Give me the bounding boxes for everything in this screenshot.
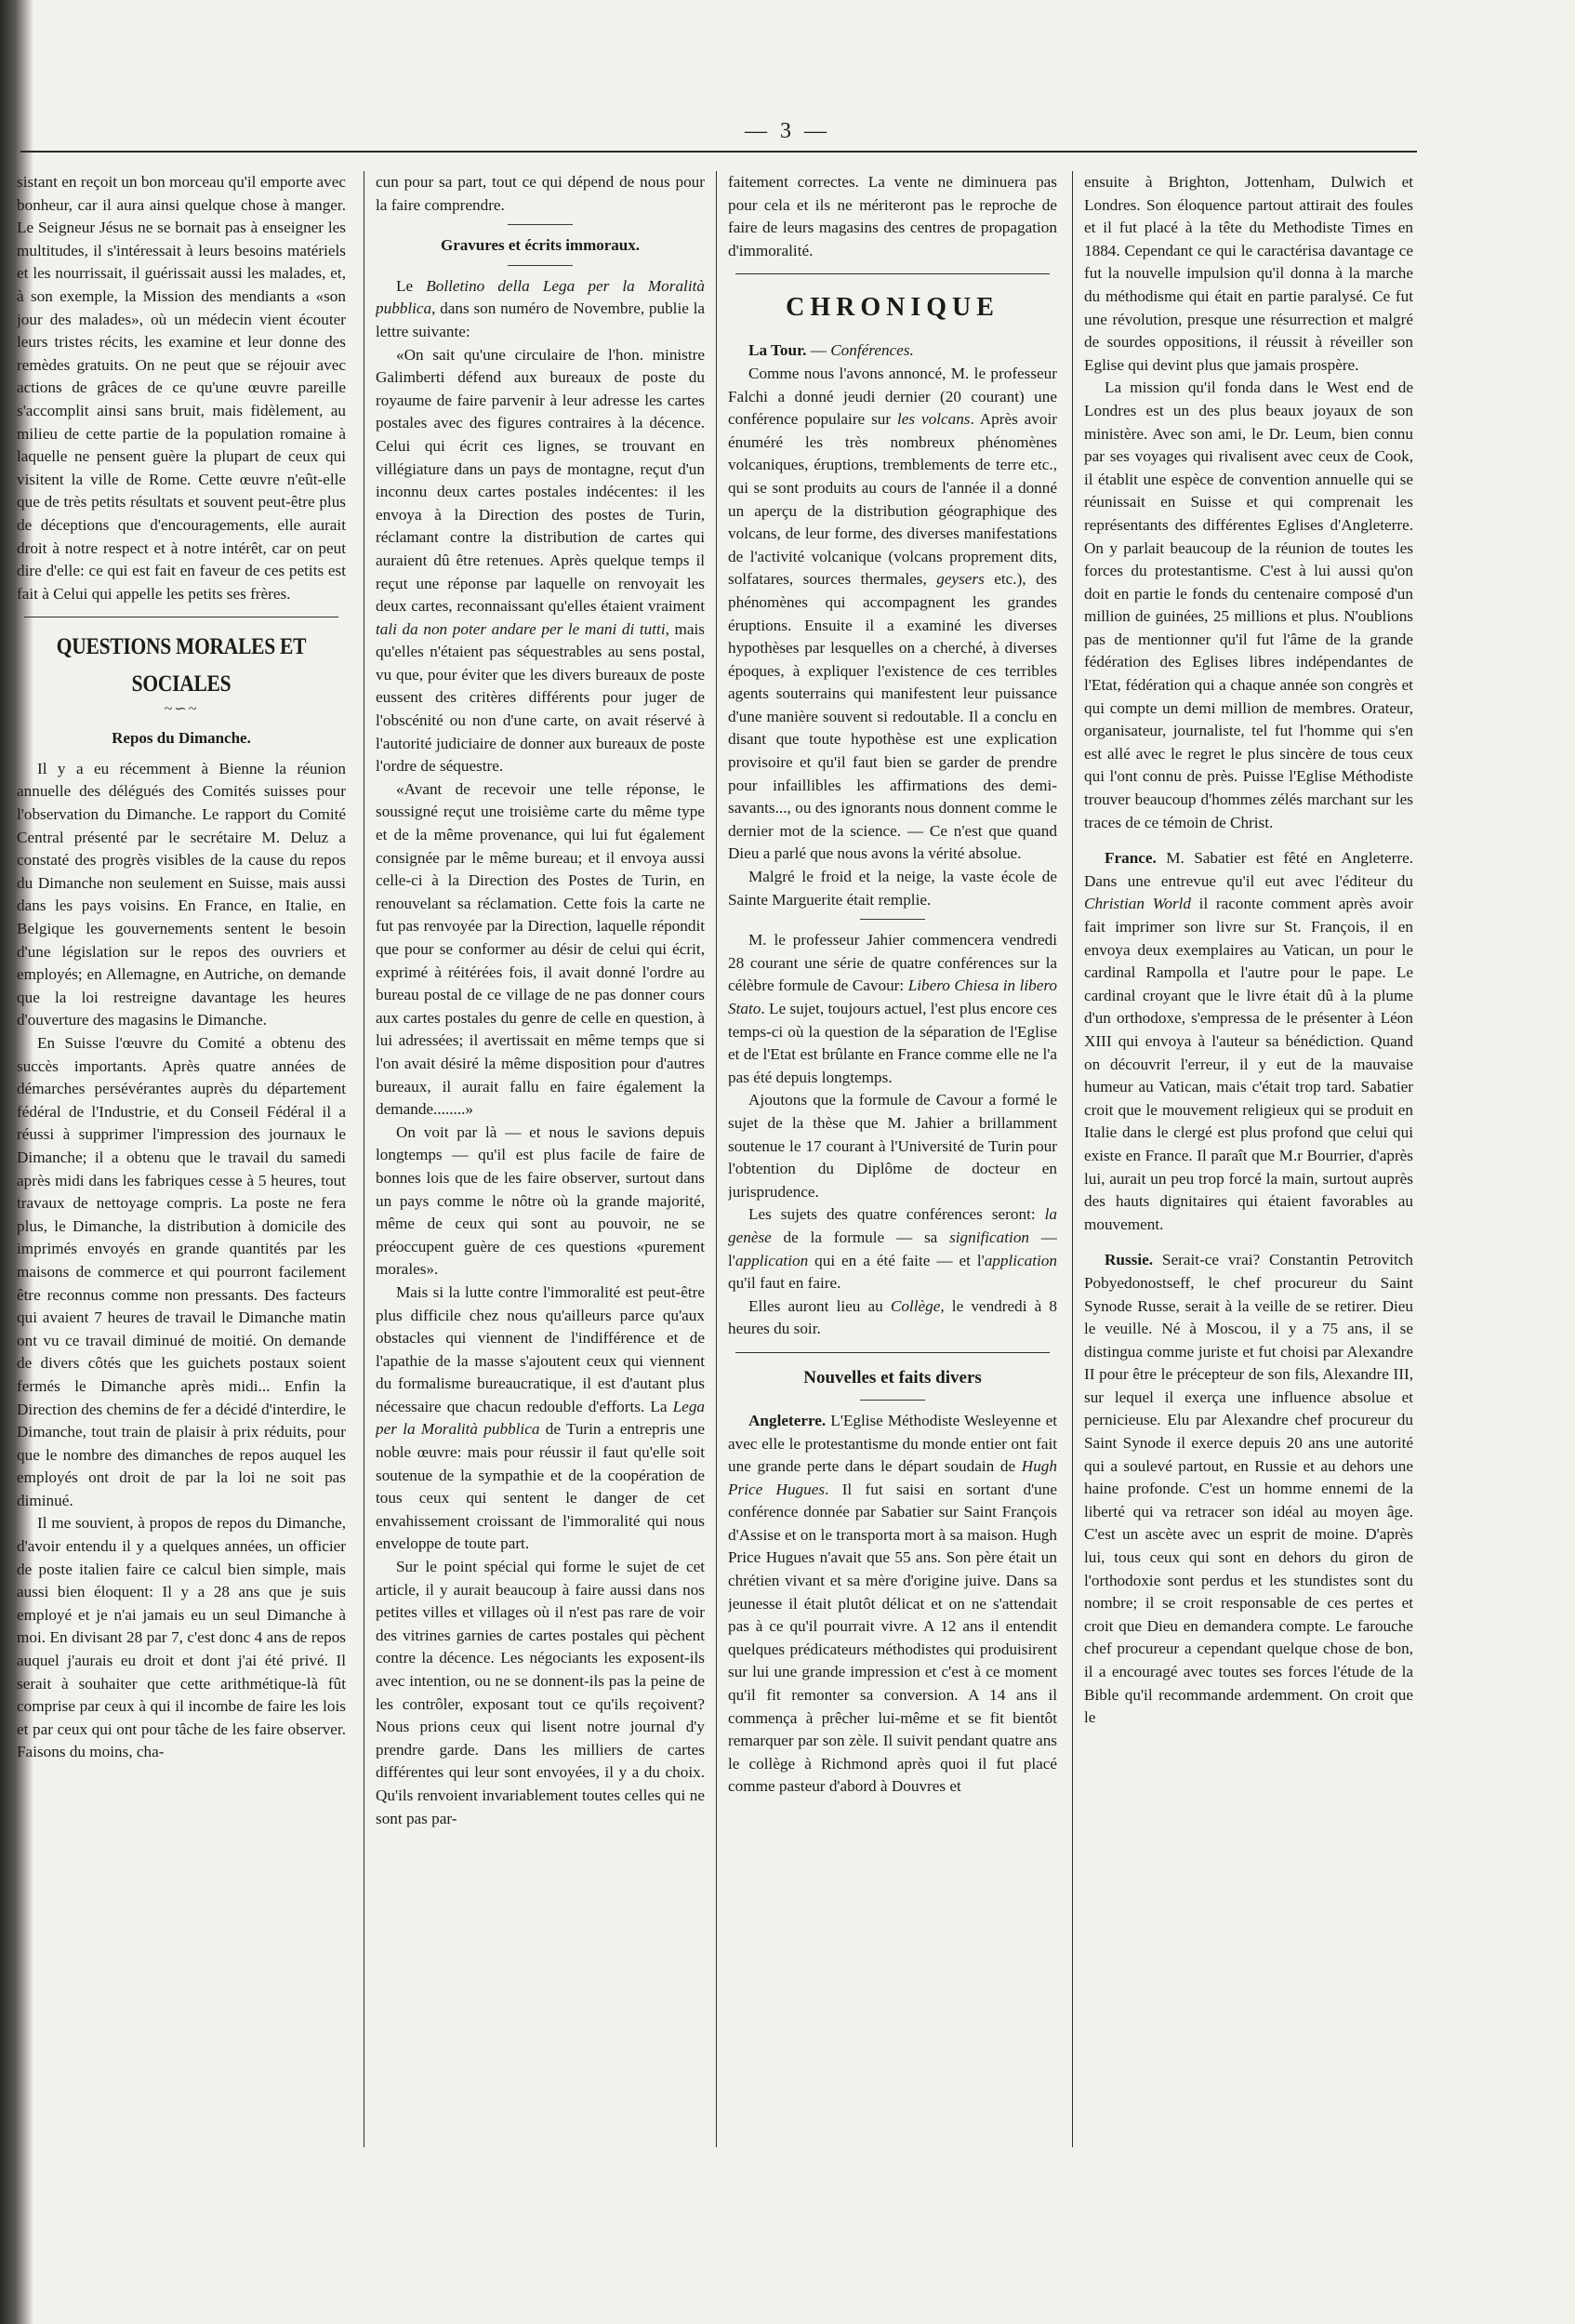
paragraph: Les sujets des quatre conférences seront: la genèse de la formule — sa signification — l'application qui en a été faite — et l'application qu'il faut en faire. — [728, 1205, 1057, 1293]
page-number: — 3 — — [745, 119, 830, 143]
lead-france: France. — [1105, 849, 1157, 868]
paragraph: sistant en reçoit un bon morceau qu'il emporte avec bonheur, car il aura ainsi quelque chose à manger. Le Seigneur Jésus ne se bornait pas à enseigner les multitudes, il s'intéressait à leurs besoins matériels et les nourrissait, il guérissait aussi les malades, et, à son exemple, la Mission des mendiants a «son jour des malades», où un médecin vient écouter leurs tristes récits, les examine et leur donne des remèdes gratuits. On ne peut que se réjouir avec actions de grâces de ce qu'une œuvre pareille s'accomplit ainsi sans bruit, mais fidèlement, au milieu de cette partie de la population romaine à laquelle ne pensent guère la plupart de ceux qui visitent la ville de Rome. Cette œuvre n'eût-elle que de très petits résultats et souvent peut-être plus de déceptions que d'encouragements, elle aurait droit à notre respect et à notre intérêt, car on peut dire d'elle: ce qui est fait en faveur de ces petits est fait à Celui qui appelle les petits ses frères. — [17, 173, 346, 603]
column-2 — [376, 171, 705, 2143]
column-divider — [1072, 171, 1073, 2147]
paragraph: «On sait qu'une circulaire de l'hon. ministre Galimberti défend aux bureaux de poste du royaume de faire parvenir à leur adresse les cartes postales avec des figures contraires à la décence. Celui qui écrit ces lignes, se trouvant en villégiature dans un pays de montagne, reçut d'un inconnu deux cartes postales indécentes: il les envoya à la Direction des postes de Turin, réclamant contre la distribution de cartes qui auraient dû être retenues. Après quelque temps il reçut une réponse par laquelle on renvoyait les deux cartes, reconnaissant qu'elles étaient vraiment tali da non poter andare per le mani di tutti, mais qu'elles n'étaient pas séquestrables au sens postal, vu que, pour éviter que les divers bureaux de poste eussent des critères différents pour juger de l'obscénité ou non d'une carte, on avait réservé à l'autorité judiciaire de donner aux bureaux de poste l'ordre de séquestre. — [376, 345, 705, 776]
paragraph: cun pour sa part, tout ce qui dépend de nous pour la faire comprendre. — [376, 173, 705, 214]
paragraph: M. le professeur Jahier commencera vendredi 28 courant une série de quatre conférences sur la célèbre formule de Cavour: Libero Chiesa in libero Stato. Le sujet, toujours actuel, l'est plus encore ces temps-ci où la question de la séparation de l'Eglise et de l'Etat est brûlante en France comme elle ne l'a pas été depuis longtemps. — [728, 931, 1057, 1086]
section-title-questions-morales: QUESTIONS MORALES ET SOCIALES — [56, 634, 307, 697]
paragraph: Le Bolletino della Lega per la Moralità pubblica, dans son numéro de Novembre, publie la lettre suivante: — [376, 276, 705, 340]
paragraph: Il me souvient, à propos de repos du Dimanche, d'avoir entendu il y a quelques années, un officier de poste italien faire ce calcul bien simple, mais aussi bien éloquent: Il y a 28 ans que je suis employé et je n'ai jamais eu un seul Dimanche à moi. En divisant 28 par 7, c'est donc 4 ans de repos auquel j'aurais eu droit et dont j'ai été privé. Il serait à souhaiter que cette arithmétique-là fût comprise par ceux à qui il incombe de faire les lois et par ceux qui ont pour tâche de les faire observer. Faisons du moins, cha- — [17, 1514, 346, 1761]
paragraph: Russie. Serait-ce vrai? Constantin Petrovitch Pobyedonostseff, le chef procureur du Saint Synode Russe, serait à la veille de se retirer. Dieu le veuille. Né à Moscou, il y a 75 ans, il se distingua comme juriste et fut choisi par Alexandre II pour être le précepteur de son fils, Alexandre III, sur lequel il exerça une influence absolue et pernicieuse. Elu par Alexandre chef procureur du Saint Synode il exerce depuis 20 ans une autorité qui a soulevé partout, en Russie et au dehors une haine profonde. C'est un homme ennemi de la liberté qui va retracer son idéal au moyen âge. C'est un ascète avec un esprit de moine. D'après lui, tous ceux qui sont en dehors du giron de l'orthodoxie sont perdus et les stundistes sont du nombre; il se croit responsable de ces pertes et croit que Dieu en demandera compte. Le farouche chef procureur a cependant quelque chose de bon, il a encouragé avec toutes ses forces l'étude de la Bible qu'il recommande ardemment. On croit que le — [1084, 1251, 1413, 1727]
lead-la-tour: La Tour. — [748, 341, 807, 360]
paragraph: Elles auront lieu au Collège, le vendredi à 8 heures du soir. — [728, 1296, 1057, 1338]
ornament-divider: ~∽~ — [164, 701, 199, 718]
column-divider — [716, 171, 717, 2147]
paragraph: France. M. Sabatier est fêté en Angleterre. Dans une entrevue qu'il eut avec l'éditeur du Christian World il raconte comment après avoir fait imprimer son livre sur St. François, il en envoya deux exemplaires au Vatican, un pour le cardinal Rampolla et l'autre pour le pape. Le cardinal croyant que le livre était dû à la plume d'un orthodoxe, s'empressa de le présenter à Léon XIII qui envoya à l'auteur sa bénédiction. Quand on découvrit l'erreur, il y eut de la mauvaise humeur au Vatican, mais c'était trop tard. Sabatier croit que le mouvement religieux qui se produit en Italie dans le clergé est plus profond que celui qui existe en France. Il paraît que M.r Bourrier, d'après lui, aurait un peu trop forcé la main, surtout auprès des hauts dignitaires qui étaient favorables au mouvement. — [1084, 849, 1413, 1233]
lead-angleterre: Angleterre. — [748, 1411, 827, 1429]
column-3 — [728, 171, 1057, 2143]
header-rule — [20, 151, 1417, 153]
paragraph: Malgré le froid et la neige, la vaste école de Sainte Marguerite était remplie. — [728, 868, 1057, 909]
section-divider — [735, 1352, 1050, 1353]
paragraph: Ajoutons que la formule de Cavour a formé le sujet de la thèse que M. Jahier a brillamment soutenue le 17 courant à l'Université de Turin pour l'obtention du Diplôme de docteur en jurisprudence. — [728, 1091, 1057, 1201]
paragraph: Sur le point spécial qui forme le sujet de cet article, il y aurait beaucoup à faire aussi dans nos petites villes et villages où il n'est pas rare de voir des vitrines garnies de cartes postales qui pèchent contre la décence. Les négociants les exposent-ils avec intention, ou ne se donnent-ils pas la peine de les contrôler, exposant tout ce qu'ils reçoivent? Nous prions ceux qui lisent notre journal d'y prendre garde. Dans les milliers de cartes différentes qui leur sont envoyées, il y a du choix. Qu'ils renvoient invariablement toutes celles qui ne sont pas par- — [376, 1558, 705, 1827]
short-rule — [860, 919, 925, 920]
paragraph: ensuite à Brighton, Jottenham, Dulwich et Londres. Son éloquence partout attirait des foules et il fut placé à la tête du Methodiste Times en 1884. Cependant ce qui le caractérisa davantage ce fut la nouvelle impulsion qu'il donna à la marche du méthodisme qui était en partie paralysé. Ce fut une révolution, presque une résurrection et malgré de sourdes oppositions, il réussit à réveiller son Eglise qui devint plus que jamais prospère. — [1084, 173, 1413, 374]
column-1 — [17, 171, 346, 2143]
paragraph: La mission qu'il fonda dans le West end de Londres est un des plus beaux joyaux de son ministère. Avec son ami, le Dr. Leum, bien connu par ses voyages qui rivalisent avec ceux de Cook, il établit une espèce de convention annuelle qui se réunissait en Suisse et qui comprenait les représentants des différentes Eglises d'Angleterre. On y parlait beaucoup de la réunion de toutes les forces du protestantisme. C'est à lui aussi qu'on doit en partie le fonds du centenaire composé d'un million de guinées, 25 millions et plus. N'oublions pas de mentionner qu'il fut l'âme de la grande fédération des Eglises libres indépendantes de l'Etat, fédération qui a chaque année son congrès et qui compte un demi million de membres. Orateur, organisateur, journaliste, tel fut l'homme qui s'en est allé avec le regret le plus sincère de tous ceux qui l'ont connu de près. Puisse l'Eglise Méthodiste trouver beaucoup d'hommes zélés marchant sur les traces de ce témoin de Christ. — [1084, 378, 1413, 831]
section-divider — [24, 617, 338, 618]
paragraph: Comme nous l'avons annoncé, M. le professeur Falchi a donné jeudi dernier (20 courant) une conférence populaire sur les volcans. Après avoir énuméré les très nombreux phénomènes volcaniques, éruptions, tremblements de terre etc., qui se sont produits au cours de l'année il a donné un aperçu de la distribution géographique des volcans, de leur forme, des diverses manifestations de l'activité volcanique (volcans proprement dits, solfatares, sources thermales, geysers etc.), des phénomènes qui accompagnent les grandes éruptions. Ensuite il a examiné les diverses hypothèses par lesquelles on a cherché, à diverses époques, à expliquer l'existence de ces terribles agents souterrains qui manifestent leur puissance d'une manière souvent si redoutable. Il a conclu en disant que toute hypothèse est une explication provisoire et qu'il faut bien se garder de prendre pour infaillibles les affirmations des demi-savants..., ou des ignorants nous donnent comme le dernier mot de la science. — Ce n'est que quand Dieu a parlé que nous avons la vérité absolue. — [728, 364, 1057, 863]
paragraph: Angleterre. L'Eglise Méthodiste Wesleyenne et avec elle le protestantisme du monde entier ont fait une grande perte dans le départ soudain de Hugh Price Hugues. Il fut saisi en sortant d'une conférence donnée par Sabatier sur Saint François d'Assise et on le transporta mort à sa maison. Hugh Price Hugues n'avait que 55 ans. Son père était un chrétien vivant et sa mère d'origine juive. Dans sa jeunesse il était plutôt délicat et on ne s'attendait pas à ce qu'il pourrait vivre. A 12 ans il entendit quelques prédicateurs méthodistes qui produisirent sur lui une grande impression et c'est à ce moment qu'il fit remonter sa conversion. A 14 ans il commença à prêcher lui-même et se fit bientôt remarquer par son zèle. Il suivit pendant quatre ans le collège à Richmond après quoi il fut placé comme pasteur d'abord à Douvres et — [728, 1411, 1057, 1796]
section-divider — [735, 273, 1050, 274]
section-title-nouvelles: Nouvelles et faits divers — [803, 1367, 982, 1388]
paragraph: Mais si la lutte contre l'immoralité est peut-être plus difficile chez nous qu'ailleurs parce qu'aux obstacles qui viennent de l'indifférence et de l'apathie de la masse s'ajoutent ceux qui viennent du formalisme bureaucratique, il est d'autant plus nécessaire que chacun redouble d'efforts. La Lega per la Moralità pubblica de Turin a entrepris une noble œuvre: mais pour réussir il faut qu'elle soit soutenue de la sympathie et de la coopération de tous ceux qui sentent le danger de cet envahissement croissant de l'immoralité qui nous enveloppe de toute part. — [376, 1282, 705, 1553]
section-title-chronique: CHRONIQUE — [786, 293, 999, 323]
paragraph: La Tour. — Conférences. — [748, 341, 914, 360]
lead-russie: Russie. — [1105, 1251, 1154, 1269]
paragraph: Il y a eu récemment à Bienne la réunion annuelle des délégués des Comités suisses pour l'observation du Dimanche. Le rapport du Comité Central présenté par le secrétaire M. Deluz a constaté des progrès visibles de la cause du repos du Dimanche non seulement en Suisse, mais aussi dans les pays voisins. En France, en Italie, en Belgique les gouvernements sentent le besoin d'une législation sur le repos des ouvriers et employés; en Allemagne, en Autriche, on demande que la loi restreigne davantage les heures d'ouverture des magasins le Dimanche. — [17, 759, 346, 1029]
column-4 — [1084, 171, 1413, 2143]
paragraph: faitement correctes. La vente ne diminuera pas pour cela et ils ne mériteront pas le reproche de faire de leurs magasins des centres de propagation d'immoralité. — [728, 173, 1057, 259]
paragraph: «Avant de recevoir une telle réponse, le soussigné reçut une troisième carte du même type et de la même provenance, qui lui fut également consignée par le même bureau; et il envoya aussi celle-ci à la Direction des Postes de Turin, en renouvelant sa réclamation. Cette fois la carte ne fut pas renvoyée par la Direction, laquelle répondit que pour se conformer au désir de celui qui écrit, exprimé à réitérées fois, il avait donné l'ordre au bureau postal de ce village de ne pas donner cours aux cartes postales du genre de celle en question, à lui adressées; il avertissait en même temps que si l'on avait désiré la même disposition pour d'autres bureaux, il aurait fallu en faire également la demande........» — [376, 779, 705, 1119]
short-rule — [508, 224, 573, 225]
section-title-gravures: Gravures et écrits immoraux. — [440, 236, 640, 255]
subsection-title-repos-dimanche: Repos du Dimanche. — [112, 729, 251, 748]
short-rule — [508, 265, 573, 266]
short-rule — [860, 1400, 925, 1401]
paragraph: On voit par là — et nous le savions depuis longtemps — qu'il est plus facile de faire de bonnes lois que de les faire observer, surtout dans un pays comme le nôtre où la grande majorité, même de ceux qui sont au pouvoir, ne se préoccupent guère de ces questions «purement morales». — [376, 1122, 705, 1279]
paragraph: En Suisse l'œuvre du Comité a obtenu des succès importants. Après quatre années de démarches persévérantes auprès du département fédéral de l'Industrie, et du Conseil Fédéral il a réussi à supprimer l'impression des journaux le Dimanche; il a obtenu que le travail du samedi après midi dans les fabriques cesse à 5 heures, tout travaux de nettoyage compris. La poste ne fera plus, le Dimanche, la distribution à domicile des imprimés envoyés en grande quantités par les maisons de commerce et qui pourront facilement être reconnus comme non pressants. Des facteurs qui avaient 7 heures de travail le Dimanche matin ont vu ce travail diminué de moitié. On demande de divers côtés que les guichets postaux soient fermés le Dimanche après midi... Enfin la Direction des chemins de fer a décidé d'interdire, le Dimanche, tout train de plaisir à prix réduits, pour que le nombre des dimanches de repos auquel les employés ont droit de par la loi ne soit pas diminué. — [17, 1034, 346, 1509]
